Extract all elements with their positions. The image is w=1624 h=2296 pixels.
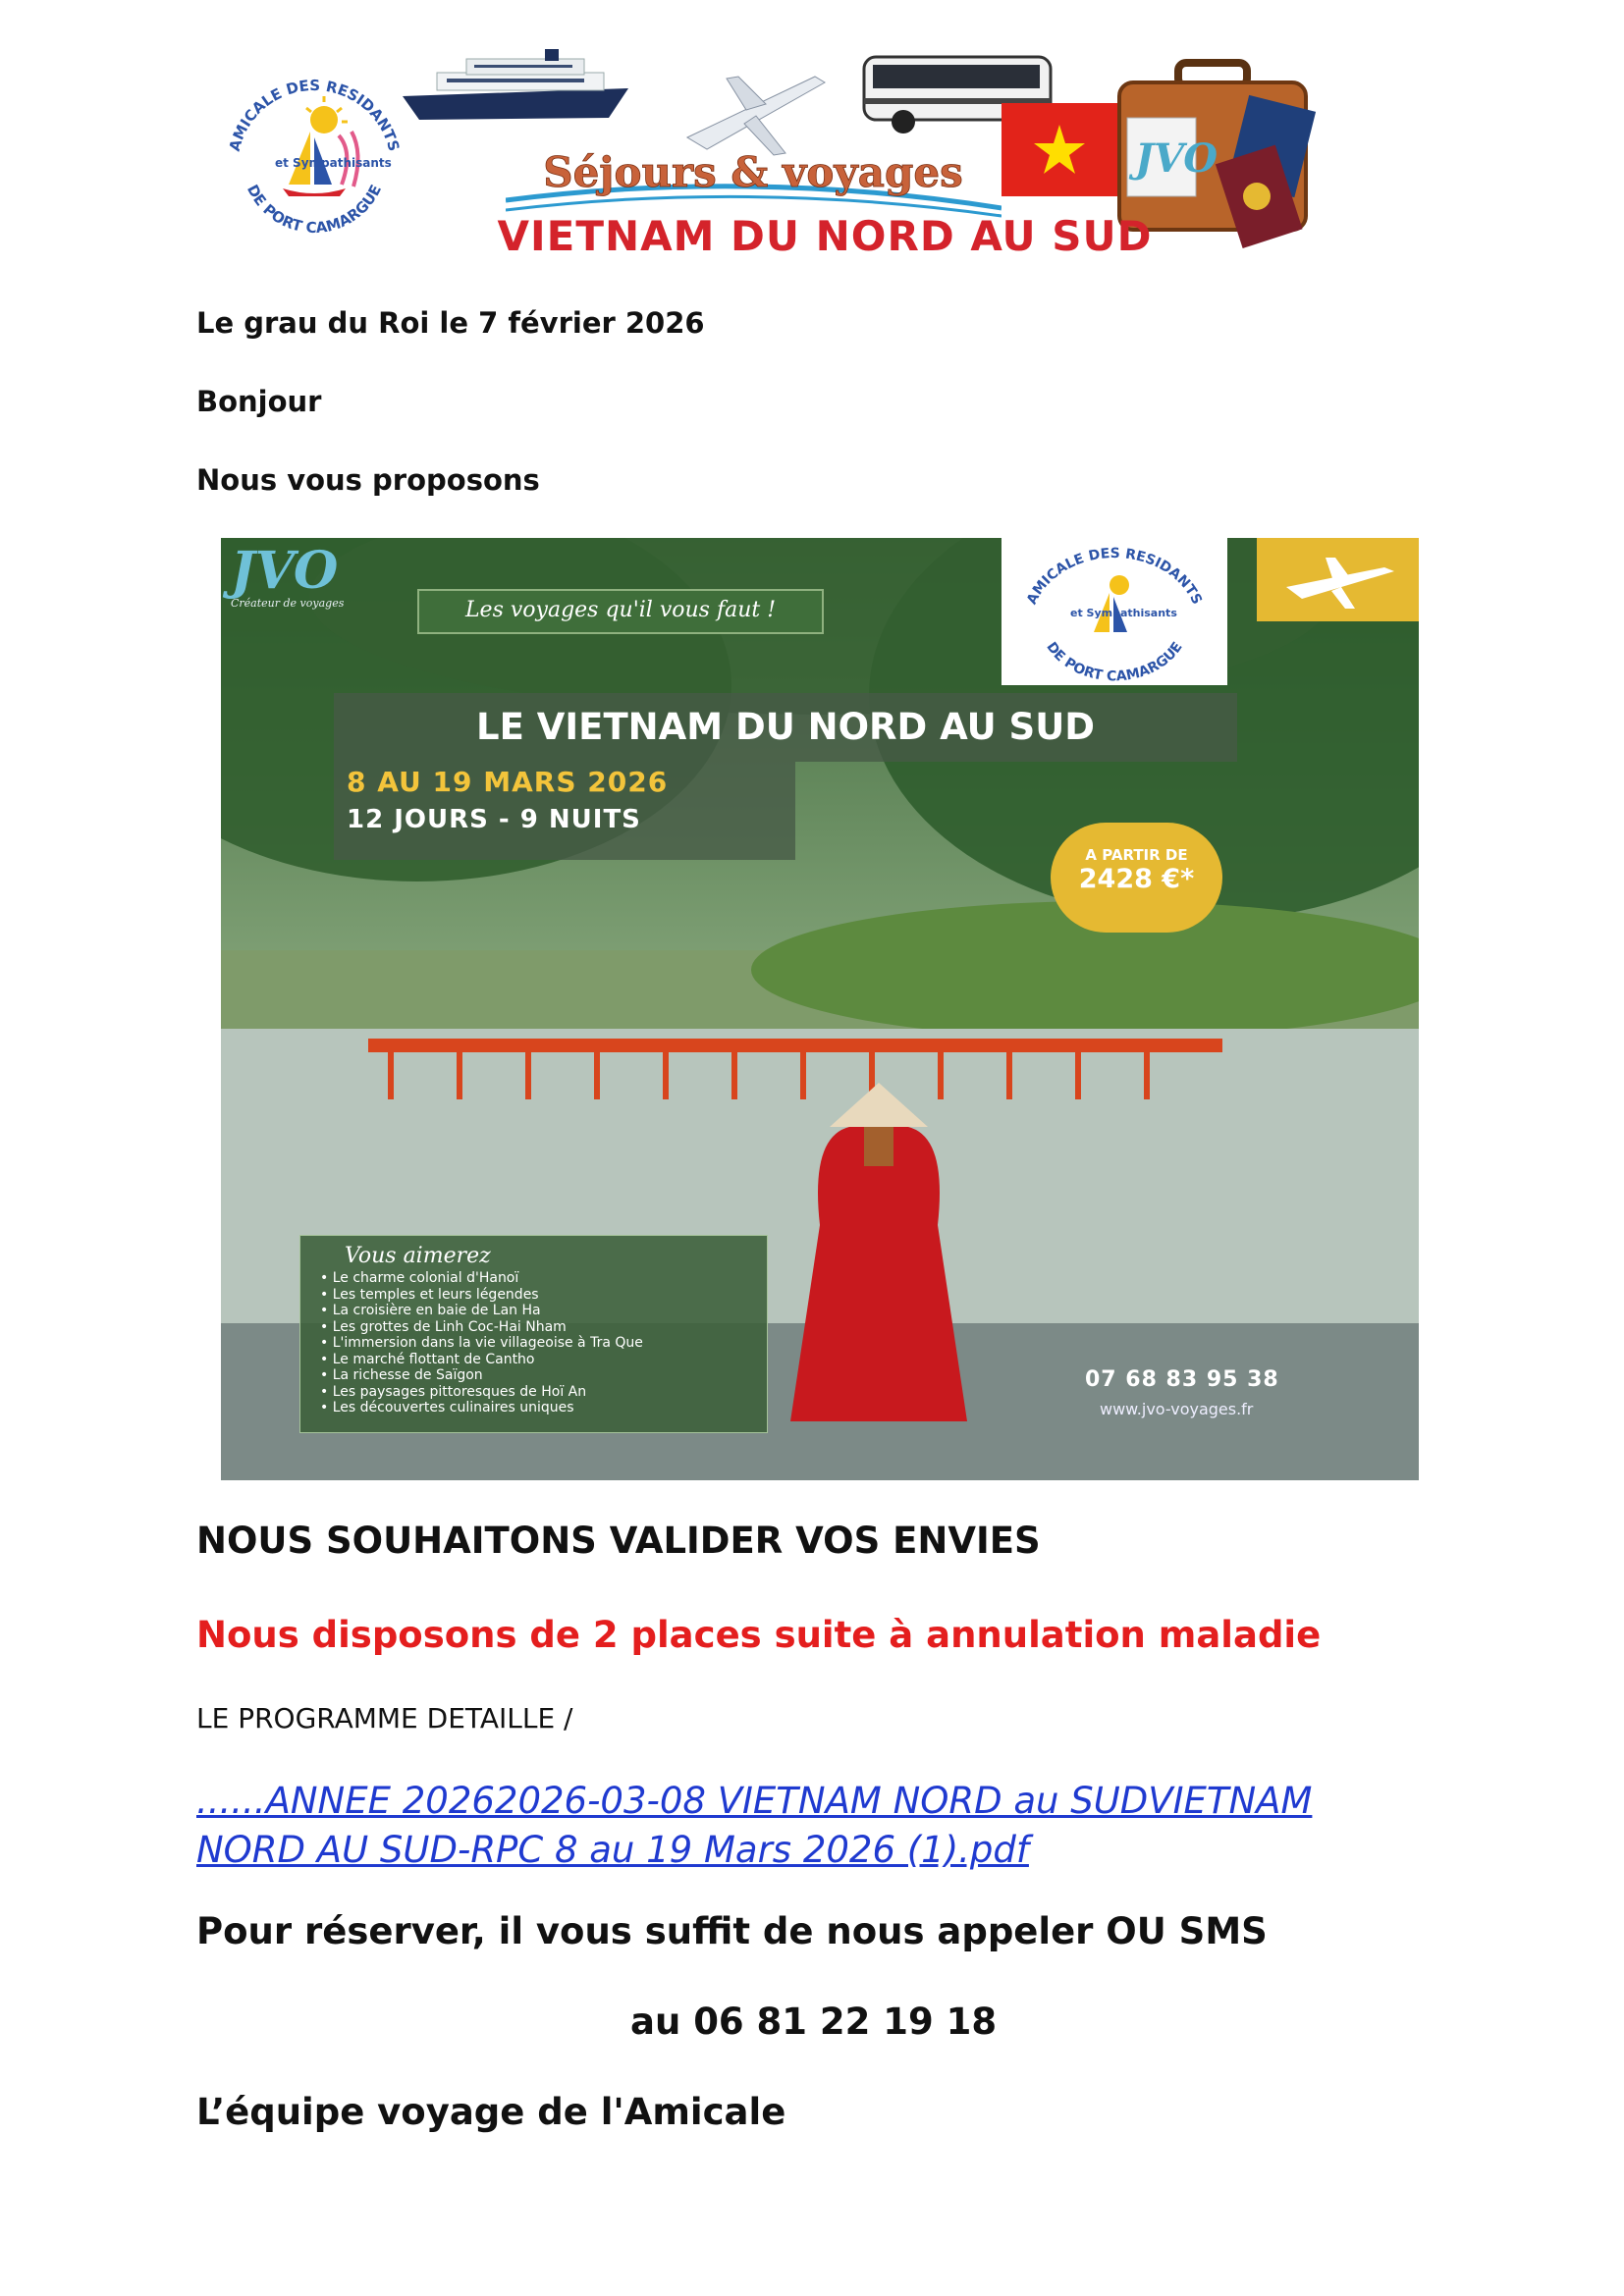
jvo-logo xyxy=(231,541,378,634)
cruise-ship-icon xyxy=(398,49,633,126)
poster-seal-mid-text: et Sympathisants xyxy=(1070,607,1177,619)
likes-item: • Le marché flottant de Cantho xyxy=(320,1352,767,1368)
sejours-voyages-text: Séjours & voyages xyxy=(543,148,963,196)
banner-title: VIETNAM DU NORD AU SUD xyxy=(497,212,1153,260)
svg-text:DE PORT CAMARGUE xyxy=(1043,639,1185,684)
poster-tagline: Les voyages qu'il vous faut ! xyxy=(417,589,824,634)
poster-phone: 07 68 83 95 38 xyxy=(1085,1367,1279,1392)
vous-aimerez-box xyxy=(299,1235,768,1433)
svg-text:JVO: JVO xyxy=(1135,135,1218,182)
vietnam-flag xyxy=(1001,103,1117,196)
price-from-label: A PARTIR DE xyxy=(1085,846,1188,864)
program-pdf-link[interactable]: ......ANNEE 20262026-03-08 VIETNAM NORD au SUDVIETNAM NORD AU SUD-RPC 8 au 19 Mars 2026 (1).pdf xyxy=(196,1780,1313,1871)
headline: NOUS SOUHAITONS VALIDER VOS ENVIES xyxy=(196,1520,1041,1562)
jvo-logo-mark: JVO xyxy=(231,541,339,601)
poster-duration: 12 JOURS - 9 NUITS xyxy=(347,805,641,834)
likes-item: • Le charme colonial d'Hanoï xyxy=(320,1270,767,1287)
seal-bottom-text: DE PORT CAMARGUE xyxy=(243,182,386,238)
date-line: Le grau du Roi le 7 février 2026 xyxy=(196,306,705,340)
header-banner xyxy=(196,39,1350,260)
intro-line: Nous vous proposons xyxy=(196,463,540,497)
price-value: 2428 €* xyxy=(1078,864,1195,894)
greeting: Bonjour xyxy=(196,385,322,418)
poster-dates: 8 AU 19 MARS 2026 xyxy=(347,766,669,798)
poster-seal-bottom-text: DE PORT CAMARGUE xyxy=(1043,639,1186,685)
availability-alert: Nous disposons de 2 places suite à annulation maladie xyxy=(196,1614,1322,1656)
likes-item: • L'immersion dans la vie villageoise à Tra Que xyxy=(320,1335,767,1352)
poster-amicale-seal xyxy=(1001,538,1227,685)
poster-seal-top-text: AMICALE DES RESIDANTS xyxy=(1024,545,1205,608)
contact-phone: au 06 81 22 19 18 xyxy=(630,2001,998,2043)
signature: L’équipe voyage de l'Amicale xyxy=(196,2091,786,2133)
svg-text:AMICALE DES RESIDANTS xyxy=(1024,546,1205,607)
likes-item: • Les paysages pittoresques de Hoï An xyxy=(320,1384,767,1401)
seal-top-text: AMICALE DES RESIDANTS xyxy=(225,76,404,154)
likes-item: • La richesse de Saïgon xyxy=(320,1367,767,1384)
likes-list xyxy=(300,1270,767,1416)
poster-website: www.jvo-voyages.fr xyxy=(1100,1400,1254,1418)
program-label: LE PROGRAMME DETAILLE / xyxy=(196,1702,573,1735)
reservation-instructions: Pour réserver, il vous suffit de nous appeler OU SMS xyxy=(196,1910,1268,1952)
likes-item: • Les découvertes culinaires uniques xyxy=(320,1400,767,1416)
jvo-logo-subtitle: Créateur de voyages xyxy=(231,597,345,610)
travel-poster xyxy=(221,538,1419,1480)
price-badge xyxy=(1051,823,1222,933)
airplane-badge-icon xyxy=(1257,538,1419,621)
poster-title: LE VIETNAM DU NORD AU SUD xyxy=(334,693,1237,762)
likes-item: • Les temples et leurs légendes xyxy=(320,1287,767,1304)
likes-item: • Les grottes de Linh Coc-Hai Nham xyxy=(320,1319,767,1336)
sejours-voyages-script xyxy=(506,139,1001,218)
seal-mid-text: et Sympathisants xyxy=(275,156,392,170)
likes-title: Vous aimerez xyxy=(345,1244,491,1268)
likes-item: • La croisière en baie de Lan Ha xyxy=(320,1303,767,1319)
